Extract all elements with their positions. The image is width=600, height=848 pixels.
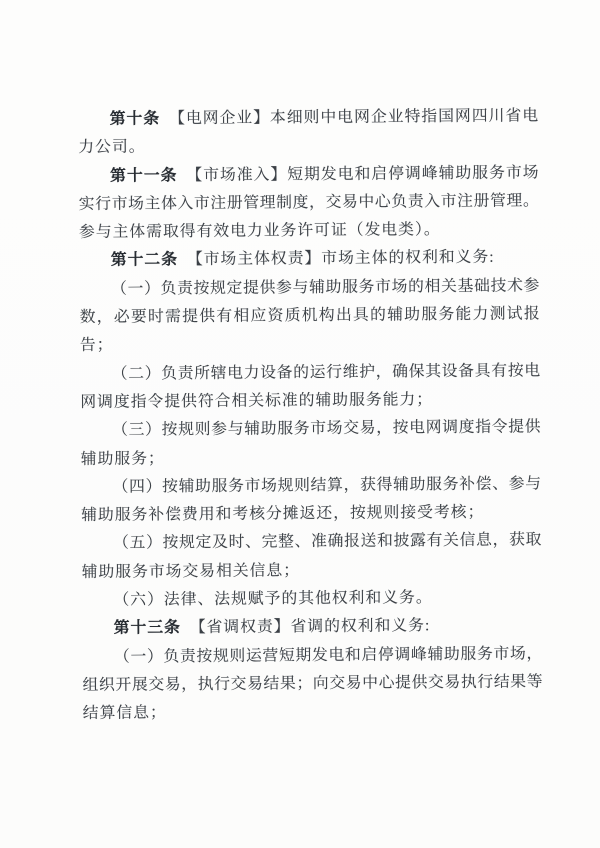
- clause-11-continuation-2: 参与主体需取得有效电力业务许可证（发电类）。: [78, 221, 441, 242]
- clause-number: 第十条: [109, 110, 161, 128]
- clause-text: 【市场准入】短期发电和启停调峰辅助服务市场: [177, 163, 539, 184]
- clause-number: 第十一条: [110, 166, 178, 185]
- clause-heading-12: [79, 244, 539, 276]
- clause-heading-11: [78, 159, 538, 191]
- clause-heading-13: [82, 612, 542, 644]
- clause-heading-10: [78, 102, 538, 134]
- clause-13-item-1-line-1: （一）负责按规则运营短期发电和启停调峰辅助服务市场，: [113, 645, 543, 666]
- item-3-line-2: 辅助服务；: [80, 449, 165, 468]
- item-5-line-2: 辅助服务市场交易相关信息；: [81, 562, 301, 581]
- clause-text: 【市场主体权责】市场主体的权利和义务:: [177, 249, 495, 269]
- document-text-block: [78, 102, 543, 728]
- item-4-line-1: （四）按辅助服务市场规则结算，获得辅助服务补偿、参与: [112, 475, 542, 496]
- clause-10-continuation: 力公司。: [78, 138, 146, 157]
- clause-13-item-1-line-2: 组织开展交易，执行交易结果；向交易中心提供交易执行结果等: [82, 673, 543, 694]
- clause-13-item-1-line-3: 结算信息；: [82, 704, 167, 723]
- clause-number: 第十二条: [110, 251, 179, 270]
- item-2-line-1: （二）负责所辖电力设备的运行维护，确保其设备具有按电: [111, 362, 541, 383]
- clause-text: 【省调权责】省调的权利和义务:: [180, 617, 431, 637]
- item-2-line-2: 网调度指令提供符合相关标准的辅助服务能力；: [80, 391, 434, 411]
- item-6-line-1: （六）法律、法规赋予的其他权利和义务。: [113, 589, 433, 609]
- item-1-line-2: 数，必要时需提供有相应资质机构出具的辅助服务能力测试报: [79, 305, 540, 327]
- clause-11-continuation-1: 实行市场主体入市注册管理制度，交易中心负责入市注册管理。: [78, 192, 539, 213]
- clause-text: 【电网企业】本细则中电网企业特指国网四川省电: [160, 107, 539, 128]
- item-1-line-1: （一）负责按规定提供参与辅助服务市场的相关基础技术参: [110, 277, 540, 298]
- item-4-line-2: 辅助服务补偿费用和考核分摊返还，按规则接受考核；: [81, 503, 485, 525]
- clause-number: 第十三条: [113, 619, 181, 638]
- item-3-line-1: （三）按规则参与辅助服务市场交易，按电网调度指令提供: [112, 418, 541, 440]
- item-5-line-1: （五）按规定及时、完整、准确报送和披露有关信息，获取: [112, 531, 542, 553]
- item-1-line-3: 告；: [79, 337, 114, 355]
